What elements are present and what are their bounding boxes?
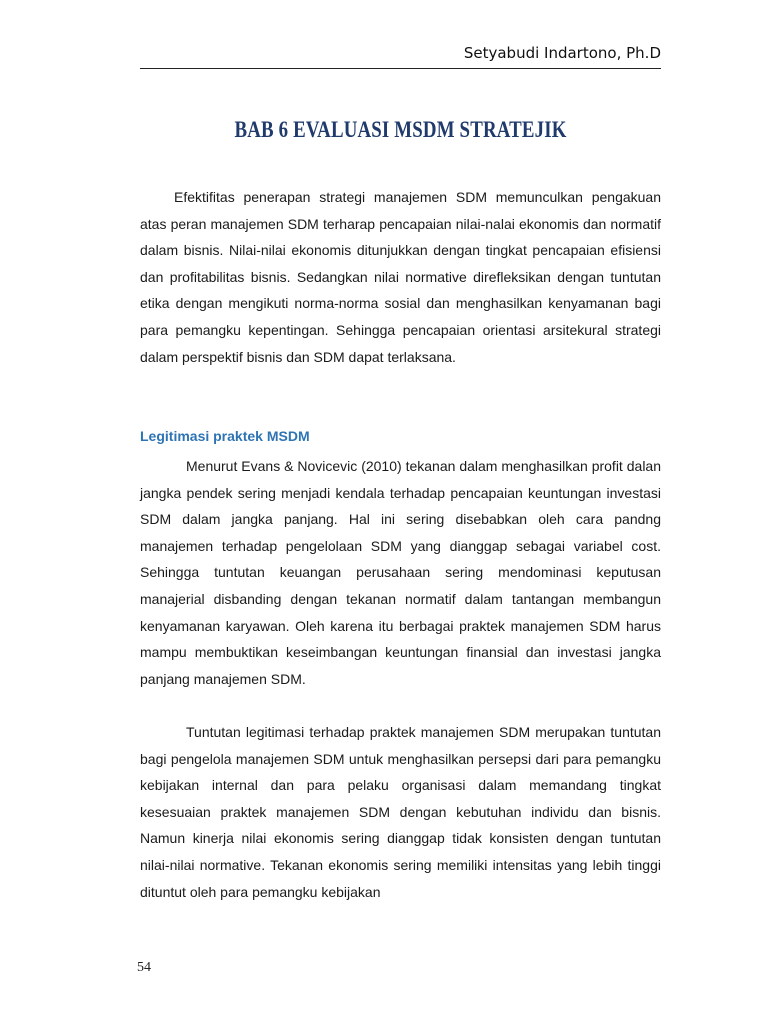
chapter-title: BAB 6 EVALUASI MSDM STRATEJIK xyxy=(234,117,567,142)
page-number: 54 xyxy=(137,960,151,975)
tuntutan-paragraph: Tuntutan legitimasi terhadap praktek manajemen SDM merupakan tuntutan bagi pengelola manajemen SDM untuk menghasilkan persepsi dari para pemangku kebijakan internal dan para pelaku organisasi dalam memandang tingkat kesesuaian praktek manajemen SDM dengan kebutuhan individu dan bisnis. Namun kinerja nilai ekonomis sering dianggap tidak konsisten dengan tuntutan nilai-nilai normative. Tekanan ekonomis sering memiliki intensitas yang lebih tinggi dituntut oleh para pemangku kebijakan xyxy=(140,724,661,900)
header-divider xyxy=(140,68,661,69)
header-author: Setyabudi Indartono, Ph.D xyxy=(463,44,661,62)
intro-paragraph: Efektifitas penerapan strategi manajemen SDM memunculkan pengakuan atas peran manajemen SDM terharap pencapaian nilai-nalai ekonomis dan normatif dalam bisnis. Nilai-nilai ekonomis ditunjukkan dengan tingkat pencapaian efisiensi dan profitabilitas bisnis. Sedangkan nilai normative direfleksikan dengan tuntutan etika dengan mengikuti norma-norma sosial dan menghasilkan kenyamanan bagi para pemangku kepentingan. Sehingga pencapaian orientasi arsitekural strategi dalam perspektif bisnis dan SDM dapat terlaksana. xyxy=(140,189,661,365)
section-heading: Legitimasi praktek MSDM xyxy=(140,428,310,444)
evans-paragraph: Menurut Evans & Novicevic (2010) tekanan dalam menghasilkan profit dalan jangka pendek sering menjadi kendala terhadap pencapaian keuntungan investasi SDM dalam jangka panjang. Hal ini sering disebabkan oleh cara pandng manajemen terhadap pengelolaan SDM yang dianggap sebagai variabel cost. Sehingga tuntutan keuangan perusahaan sering mendominasi keputusan manajerial disbanding dengan tekanan normatif dalam tantangan membangun kenyamanan karyawan. Oleh karena itu berbagai praktek manajemen SDM harus mampu membuktikan keseimbangan keuntungan finansial dan investasi jangka panjang manajemen SDM. xyxy=(140,458,661,687)
